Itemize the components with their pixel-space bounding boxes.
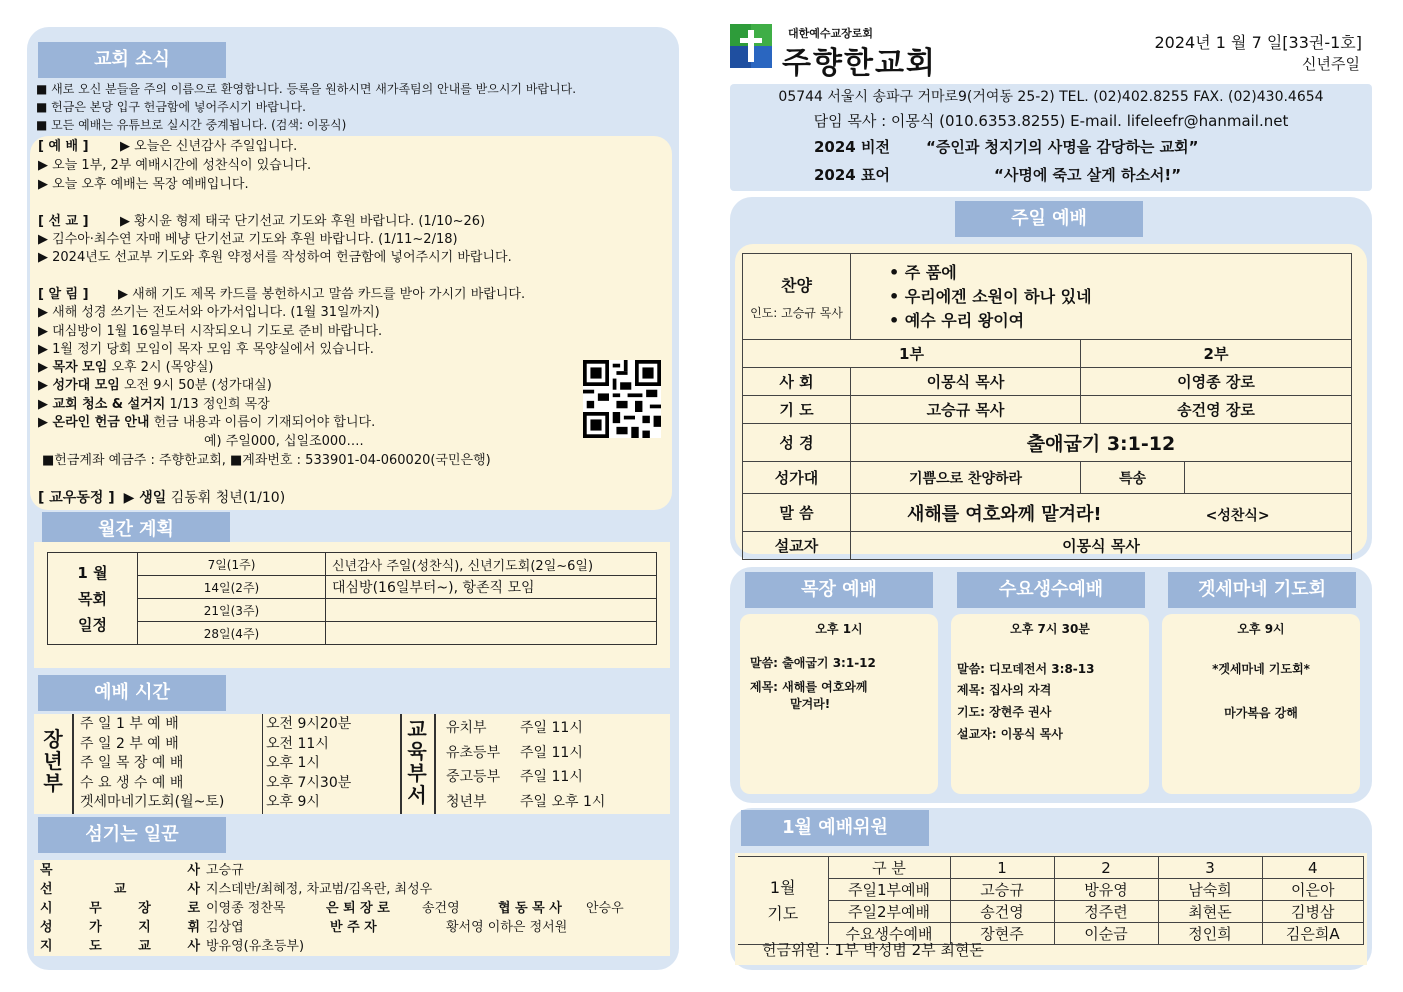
motto-label: 2024 표어 [814, 166, 890, 184]
mission-label: [ 선 교 ] [38, 214, 89, 229]
notice-line-4: ▶ 1월 정기 당회 모임이 목자 모임 후 목양실에서 있습니다. [38, 342, 374, 357]
wednesday-line-2: 제목: 집사의 자격 [957, 683, 1052, 697]
sunday-worship-title: 주일 예배 [955, 201, 1143, 237]
servants-title: 섬기는 일꾼 [38, 817, 226, 853]
notice-label: [ 알 림 ] [38, 287, 89, 302]
notice-line-3: ▶ 대심방이 1월 16일부터 시작되오니 기도로 준비 바랍니다. [38, 324, 383, 339]
adult-label: 장 년 부 [43, 727, 63, 795]
sunday-worship-table [742, 253, 1352, 560]
jan-r1-c4: 김병삼 [1262, 901, 1364, 923]
monthly-date-2: 14일(2주) [138, 576, 326, 599]
member-news: [ 교우동정 ] ▶ 생일 김동휘 청년(1/10) [38, 490, 286, 506]
part-2-header: 2부 [1081, 340, 1352, 368]
church-info-box [730, 84, 1372, 191]
mission-line-1: ▶ 황시윤 형제 태국 단기선교 기도와 후원 바랍니다. (1/10~26) [120, 214, 486, 229]
jan-r0-c1: 고승규 [950, 879, 1054, 901]
january-label: 1월 기도 [738, 857, 828, 945]
presider-2: 이영종 장로 [1081, 368, 1352, 396]
notice-1: ■ 새로 오신 분들을 주의 이름으로 환영합니다. 등록을 원하시면 새가족팀의 안내를 받으시기 바랍니다. [36, 82, 577, 96]
preacher-label: 설교자 [743, 532, 851, 560]
cell-worship-card [740, 614, 938, 794]
adult-col-divider [262, 714, 263, 814]
monthly-plan-title: 월간 계획 [42, 512, 230, 548]
sermon-cell: 새해를 여호와께 맡겨라! <성찬식> [851, 494, 1352, 532]
jan-r2-c2: 이순금 [1054, 923, 1158, 945]
vision-text: “증인과 청지기의 사명을 감당하는 교회” [926, 138, 1199, 156]
sunday-name: 신년주일 [1302, 55, 1360, 73]
part-1-header: 1부 [743, 340, 1081, 368]
wednesday-line-4: 설교자: 이몽식 목사 [957, 727, 1063, 741]
scripture-text: 출애굽기 3:1-12 [851, 424, 1352, 462]
adult-divider [72, 714, 74, 814]
jan-r2-c4: 김은희A [1262, 923, 1364, 945]
church-news-title: 교회 소식 [38, 42, 226, 78]
service-times-title: 예배 시간 [38, 675, 226, 711]
monthly-label: 1 월 목회 일정 [48, 553, 138, 645]
offering-example: 예) 주일000, 십일조000…. [204, 434, 364, 449]
servants-list: 목 사 고승규 선 교 사 지스데반/최혜정, 차교범/김옥란, 최성우 시 무 장 로 이영종 정찬목 은 퇴 장 로 송건영 협 동 목 사 안승우 성 가 지 휘 김상엽 반 주 자 황서영 이하은 정서원 지 도 교 사 방유영(유초등부) [40, 863, 624, 954]
monthly-event-1: 신년감사 주일(성찬식), 신년기도회(2일~6일) [326, 553, 657, 576]
monthly-table [47, 552, 657, 645]
notice-line-2: ▶ 새해 성경 쓰기는 전도서와 아가서입니다. (1월 31일까지) [38, 305, 380, 320]
denomination: 대한예수교장로회 [788, 27, 874, 40]
jan-header-4: 4 [1262, 857, 1364, 879]
meeting-1: ▶ 목자 모임 오후 2시 (목양실) [38, 360, 214, 375]
account-info: ■헌금계좌 예금주 : 주향한교회, ■계좌번호 : 533901-04-060020(국민은행) [42, 453, 491, 468]
jan-r1-c0: 주일2부예배 [828, 901, 950, 923]
meeting-4: ▶ 온라인 헌금 안내 헌금 내용과 이름이 기재되어야 합니다. [38, 415, 376, 430]
monthly-date-3: 21일(3주) [138, 599, 326, 622]
edu-label: 교 육 부 서 [407, 717, 427, 807]
cell-worship-title: 목장 예배 [745, 572, 933, 608]
notice-2: ■ 헌금은 본당 입구 헌금함에 넣어주시기 바랍니다. [36, 100, 306, 114]
jan-header-1: 1 [950, 857, 1054, 879]
jan-header-3: 3 [1158, 857, 1262, 879]
jan-header-0: 구 분 [828, 857, 950, 879]
jan-r0-c4: 이은아 [1262, 879, 1364, 901]
church-logo-icon [730, 24, 772, 68]
jan-r1-c2: 정주련 [1054, 901, 1158, 923]
cell-line-3: 맡겨라! [790, 697, 831, 711]
cell-line-2: 제목: 새해를 여호와께 [750, 680, 868, 694]
cell-time: 오후 1시 [815, 622, 863, 636]
preacher-name: 이몽식 목사 [851, 532, 1352, 560]
worship-line-3: ▶ 오늘 오후 예배는 목장 예배입니다. [38, 177, 249, 192]
jan-r0-c3: 남숙희 [1158, 879, 1262, 901]
wednesday-line-1: 말씀: 디모데전서 3:8-13 [957, 662, 1095, 676]
monthly-date-4: 28일(4주) [138, 622, 326, 645]
jan-r1-c3: 최현돈 [1158, 901, 1262, 923]
monthly-date-1: 7일(1주) [138, 553, 326, 576]
praise-cell: 찬양 인도: 고승규 목사 [743, 254, 851, 340]
prayer-label: 기 도 [743, 396, 851, 424]
gethsemane-card [1162, 614, 1360, 794]
offering-committee: 헌금위원 : 1부 박성범 2부 최현돈 [762, 941, 984, 959]
edu-left-divider [400, 714, 402, 814]
jan-r2-c0: 수요생수예배 [828, 923, 950, 945]
gethsemane-line-2: 마가복음 강해 [1224, 706, 1298, 720]
church-name: 주향한교회 [782, 46, 937, 81]
prayer-2: 송건영 장로 [1081, 396, 1352, 424]
worship-line-2: ▶ 오늘 1부, 2부 예배시간에 성찬식이 있습니다. [38, 158, 312, 173]
scripture-label: 성 경 [743, 424, 851, 462]
jan-r0-c0: 주일1부예배 [828, 879, 950, 901]
jan-r2-c1: 장현주 [950, 923, 1054, 945]
choir-label: 성가대 [743, 462, 851, 494]
choir-song: 기쁨으로 찬양하라 [851, 462, 1081, 494]
monthly-event-2: 대심방(16일부터~), 항존직 모임 [326, 576, 657, 599]
gethsemane-time: 오후 9시 [1237, 622, 1285, 636]
wednesday-time: 오후 7시 30분 [1010, 622, 1090, 636]
jan-r0-c2: 방유영 [1054, 879, 1158, 901]
worship-label: [ 예 배 ] [38, 139, 89, 154]
bulletin-date: 2024년 1 월 7 일[33권-1호] [1154, 33, 1362, 52]
church-address: 05744 서울시 송파구 거마로9(거여동 25-2) TEL. (02)402.8255 FAX. (02)430.4654 [778, 89, 1324, 105]
monthly-event-4 [326, 622, 657, 645]
mission-line-2: ▶ 김수아·최수연 자매 베냥 단기선교 기도와 후원 바랍니다. (1/11~2/18) [38, 232, 458, 247]
mission-line-3: ▶ 2024년도 선교부 기도와 후원 약정서를 작성하여 헌금함에 넣어주시기 바랍니다. [38, 250, 512, 265]
prayer-1: 고승규 목사 [851, 396, 1081, 424]
special-label: 특송 [1081, 462, 1185, 494]
wednesday-worship-title: 수요생수예배 [957, 572, 1145, 608]
gethsemane-title: 겟세마네 기도회 [1168, 572, 1356, 608]
january-committee-title: 1월 예배위원 [741, 810, 929, 846]
presider-label: 사 회 [743, 368, 851, 396]
gethsemane-line-1: *겟세마네 기도회* [1212, 662, 1310, 676]
adult-service-list: 주 일 1 부 예 배 오전 9시20분 주 일 2 부 예 배 오전 11시 주 일 목 장 예 배 오후 1시 수 요 생 수 예 배 오후 7시30분 겟세마네기도회(월~토) 오후 9시 [80, 716, 352, 810]
cell-line-1: 말씀: 출애굽기 3:1-12 [750, 656, 876, 670]
edu-divider [434, 714, 436, 814]
notice-3: ■ 모든 예배는 유튜브로 실시간 중계됩니다. (검색: 이몽식) [36, 118, 347, 132]
pastor-info: 담임 목사 : 이몽식 (010.6353.8255) E-mail. lifeleefr@hanmail.net [813, 112, 1289, 130]
wednesday-worship-card [951, 614, 1149, 794]
january-committee-table [738, 856, 1364, 945]
jan-r1-c1: 송건영 [950, 901, 1054, 923]
jan-r2-c3: 정인희 [1158, 923, 1262, 945]
sermon-label: 말 씀 [743, 494, 851, 532]
qr-code-icon[interactable] [580, 360, 664, 438]
monthly-event-3 [326, 599, 657, 622]
meeting-3: ▶ 교회 청소 & 설거지 1/13 정인희 목장 [38, 397, 270, 412]
motto-text: “사명에 죽고 살게 하소서!” [994, 166, 1182, 184]
bulletin-header [728, 20, 1374, 82]
jan-header-2: 2 [1054, 857, 1158, 879]
notice-line-1: ▶ 새해 기도 제목 카드를 봉헌하시고 말씀 카드를 받아 가시기 바랍니다. [118, 287, 526, 302]
wednesday-line-3: 기도: 장현주 권사 [957, 705, 1052, 719]
special-value [1185, 462, 1352, 494]
song-list: • 주 품에 • 우리에겐 소원이 하나 있네 • 예수 우리 왕이여 [851, 254, 1352, 340]
vision-label: 2024 비전 [814, 138, 890, 156]
edu-service-list: 유치부 주일 11시 유초등부 주일 11시 중고등부 주일 11시 청년부 주일 오후 1시 [446, 720, 606, 810]
presider-1: 이몽식 목사 [851, 368, 1081, 396]
worship-line-1: ▶ 오늘은 신년감사 주일입니다. [120, 139, 298, 154]
meeting-2: ▶ 성가대 모임 오전 9시 50분 (성가대실) [38, 378, 272, 393]
